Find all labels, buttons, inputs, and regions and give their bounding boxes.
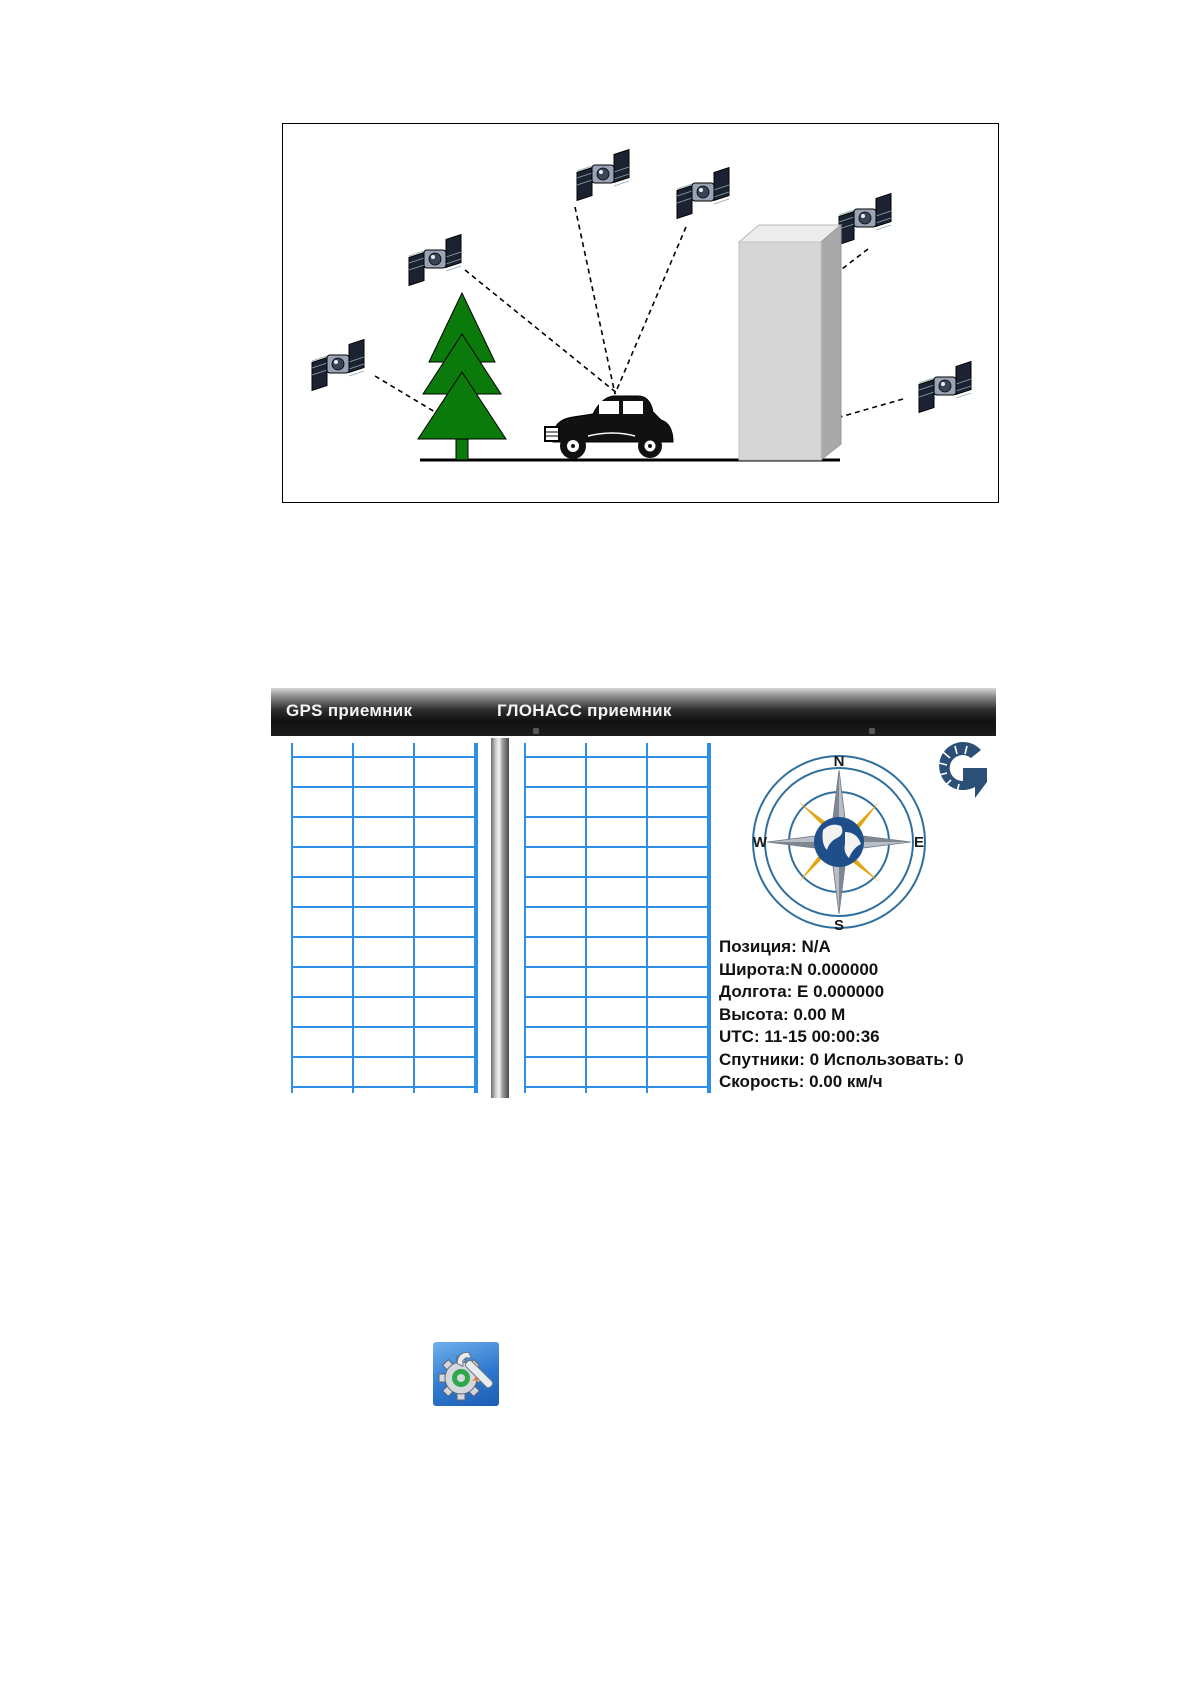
- longitude-readout: Долгота: E 0.000000: [719, 982, 885, 1001]
- compass-south: S: [833, 917, 845, 932]
- tree-icon: [418, 293, 506, 460]
- satellite-visibility-illustration: [282, 123, 999, 503]
- speed-readout: Скорость: 0.00 км/ч: [719, 1072, 883, 1091]
- position-readout: Позиция: N/A: [719, 937, 831, 956]
- settings-wrench-gear-icon[interactable]: [433, 1342, 499, 1406]
- compass-rose-icon: [749, 752, 929, 932]
- satellite-icon: [919, 362, 971, 413]
- building-icon: [739, 225, 841, 460]
- tab-notch: [869, 728, 875, 734]
- tab-bar: [271, 688, 996, 736]
- satellite-icon: [839, 194, 891, 245]
- illustration-canvas: [283, 124, 1000, 504]
- compass-west: W: [752, 834, 768, 851]
- car-icon: [545, 396, 673, 459]
- gps-signal-grid: [291, 743, 478, 1093]
- altitude-readout: Высота: 0.00 M: [719, 1004, 846, 1024]
- glonass-signal-grid: [524, 743, 711, 1093]
- settings-glyph: [433, 1342, 499, 1406]
- g-logo-icon[interactable]: [933, 738, 991, 800]
- utc-readout: UTC: 11-15 00:00:36: [719, 1027, 880, 1046]
- receiver-window: [271, 688, 996, 1098]
- satellite-icon: [677, 168, 729, 219]
- satellites-readout: Спутники: 0 Использовать: 0: [719, 1049, 964, 1069]
- tab-gps-receiver[interactable]: GPS приемник: [286, 701, 413, 720]
- tab-glonass-receiver[interactable]: ГЛОНАСС приемник: [497, 701, 672, 720]
- satellite-icon: [577, 150, 629, 201]
- latitude-readout: Широта:N 0.000000: [719, 959, 879, 979]
- position-info-panel: [719, 936, 994, 1094]
- panel-splitter[interactable]: [491, 738, 509, 1098]
- tab-notch: [533, 728, 539, 734]
- satellite-icon: [409, 235, 461, 286]
- compass-north: N: [833, 753, 845, 770]
- compass-east: E: [913, 834, 925, 851]
- satellite-icon: [312, 340, 364, 391]
